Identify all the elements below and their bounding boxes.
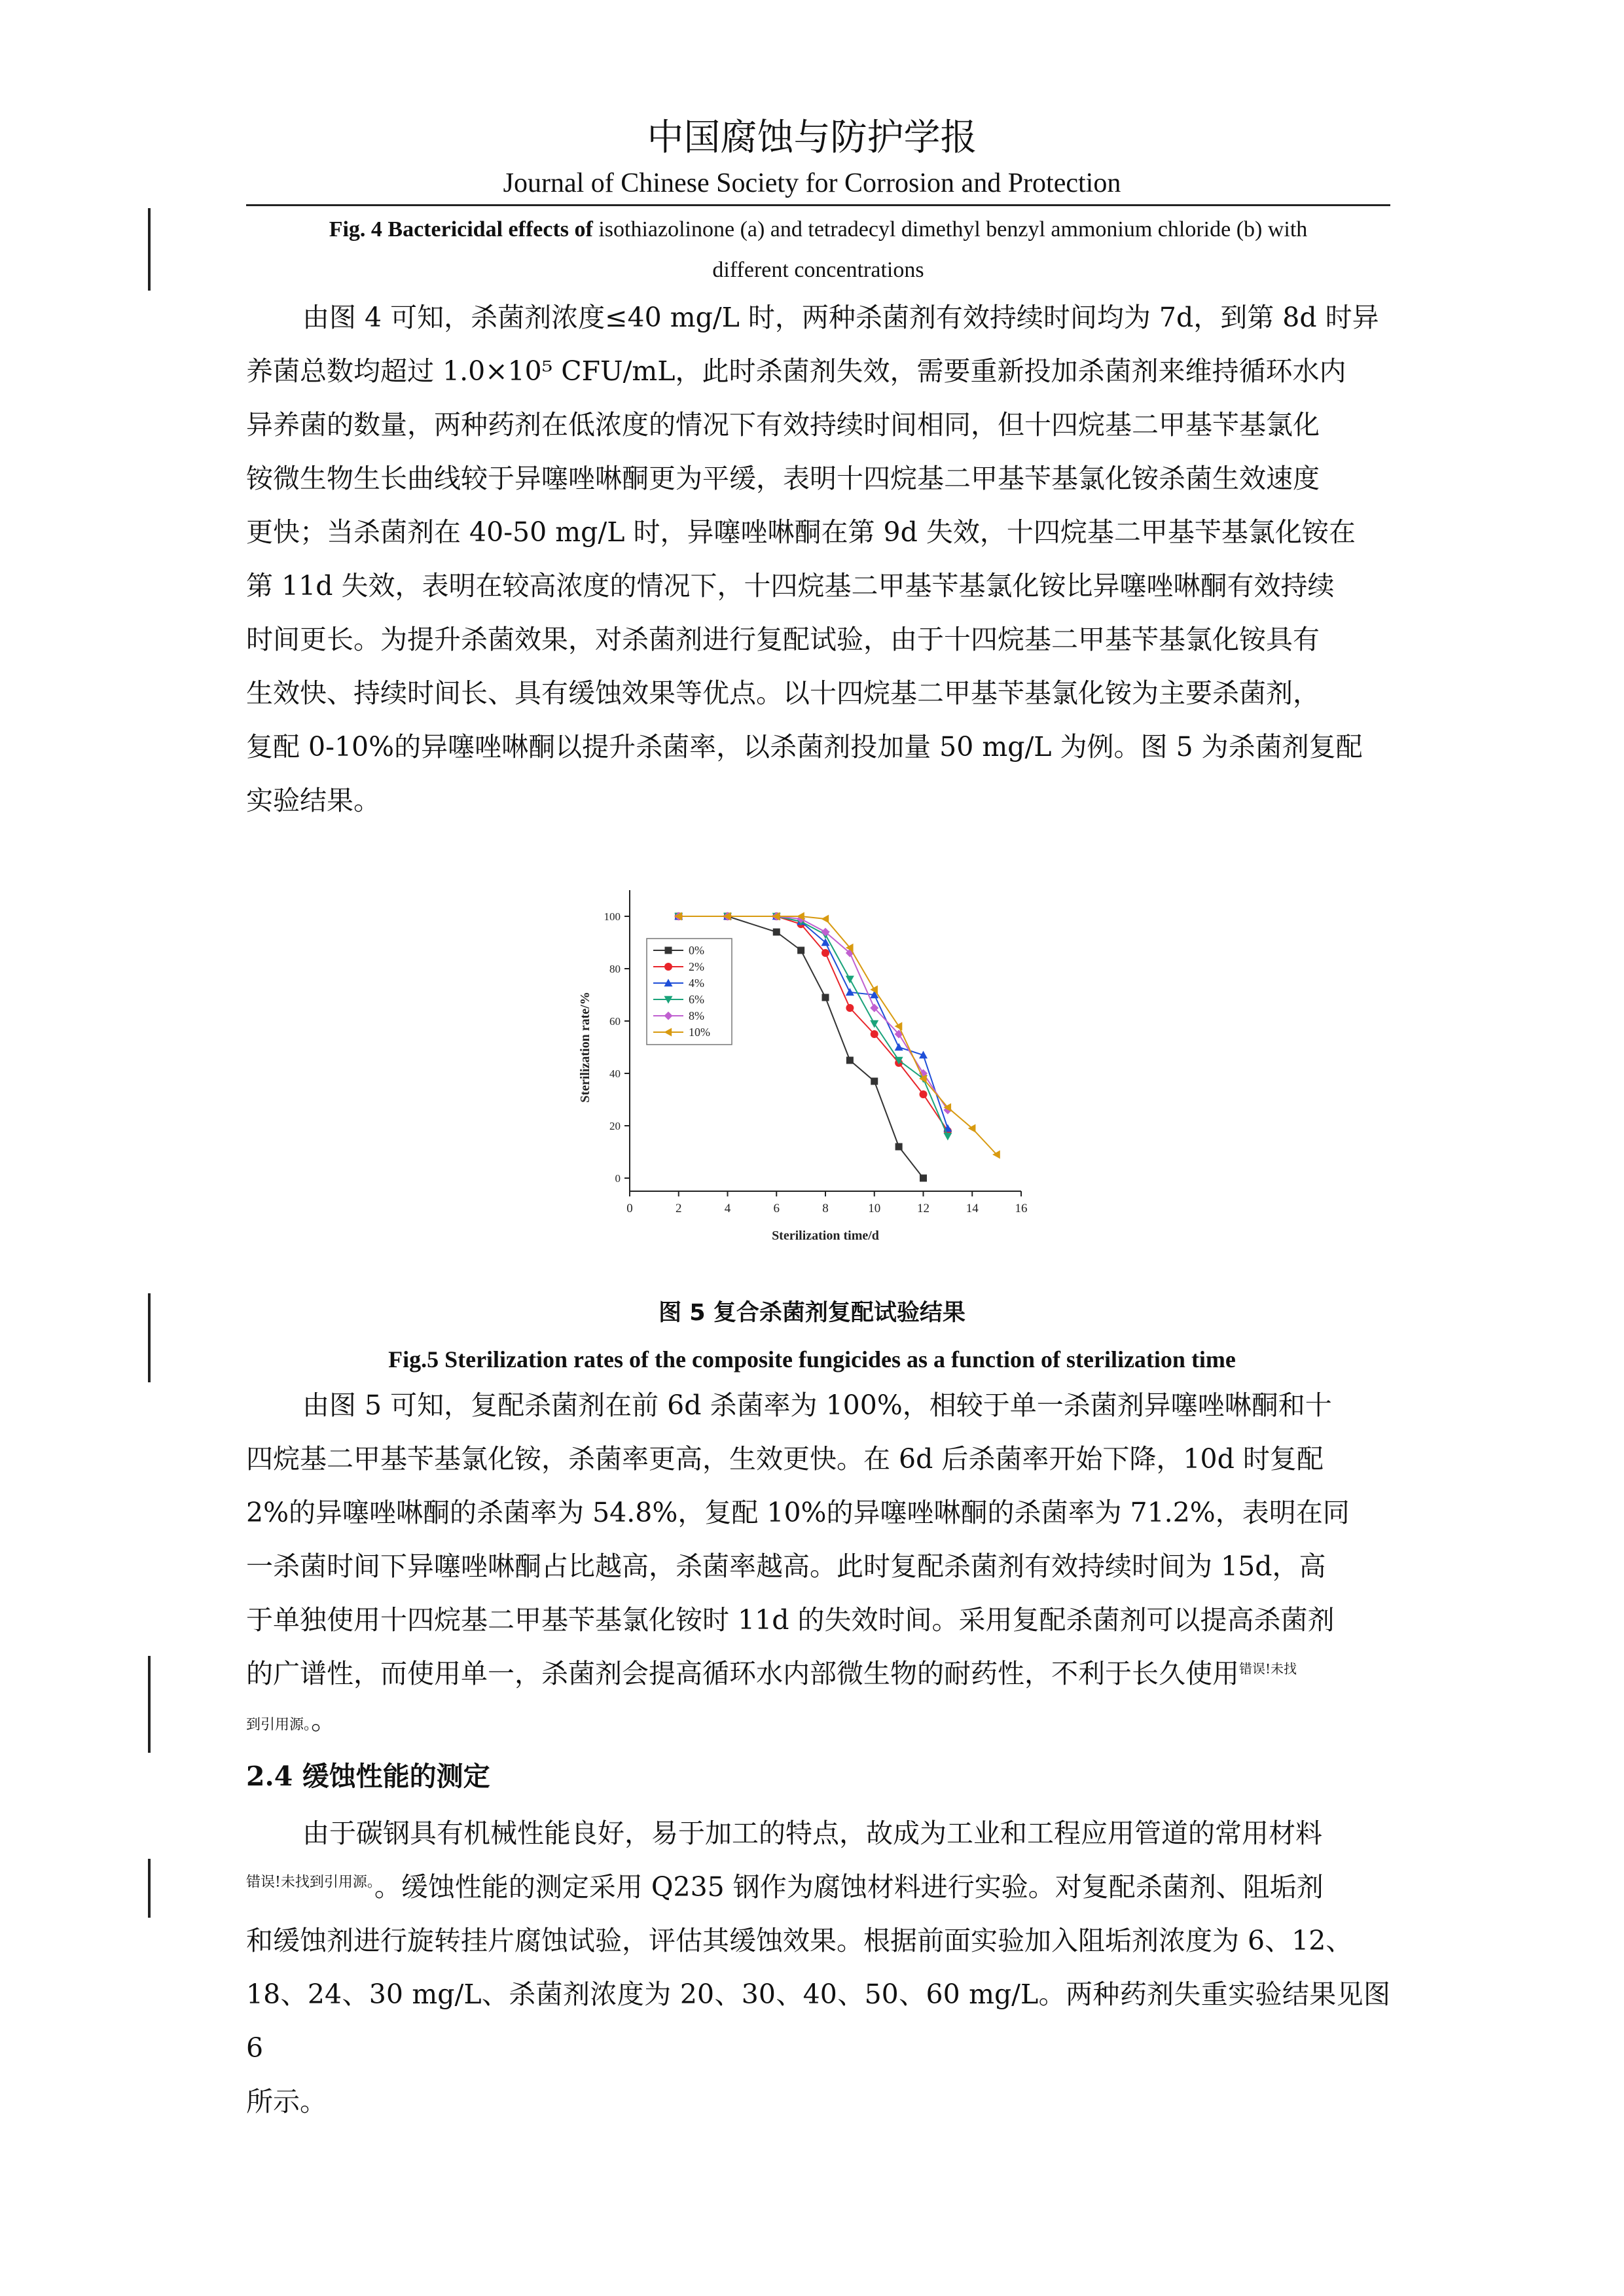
legend-label: 10% (689, 1026, 710, 1039)
legend-marker (665, 947, 672, 954)
paragraph-line: 由图 5 可知，复配杀菌剂在前 6d 杀菌率为 100%，相较于单一杀菌剂异噻唑啉酮和十 (302, 1390, 1332, 1421)
paragraph-line: 第 11d 失效，表明在较高浓度的情况下，十四烷基二甲基苄基氯化铵比异噻唑啉酮有效持续 (246, 570, 1335, 601)
series-line (679, 916, 948, 1136)
paragraph-line: 四烷基二甲基苄基氯化铵，杀菌率更高，生效更快。在 6d 后杀菌率开始下降，10d 时复配 (246, 1443, 1324, 1475)
series-line (679, 916, 948, 1131)
series-line (679, 916, 924, 1178)
y-tick-label: 60 (609, 1015, 621, 1028)
paragraph-line: 18、24、30 mg/L、杀菌剂浓度为 20、30、40、50、60 mg/L。两种药剂失重实验结果见图 6 (246, 1979, 1390, 2064)
paragraph-line: 的广谱性，而使用单一，杀菌剂会提高循环水内部微生物的耐药性，不利于长久使用 (246, 1658, 1239, 1689)
y-tick-label: 40 (609, 1067, 621, 1080)
x-tick-label: 0 (626, 1202, 633, 1215)
x-tick-label: 4 (724, 1202, 731, 1215)
paragraph-line: 养菌总数均超过 1.0×10⁵ CFU/mL，此时杀菌剂失效，需要重新投加杀菌剂来维持循环水内 (246, 355, 1346, 387)
paragraph-line: 一杀菌时间下异噻唑啉酮占比越高，杀菌率越高。此时复配杀菌剂有效持续时间为 15d，高 (246, 1551, 1326, 1582)
legend-marker (664, 963, 672, 971)
fig5-caption-cn: 图 5 复合杀菌剂复配试验结果 (659, 1300, 965, 1326)
data-point (797, 947, 804, 954)
fig4-caption-label: Fig. 4 Bactericidal effects of (329, 217, 593, 242)
data-point (821, 949, 829, 957)
data-point (895, 1043, 903, 1051)
paragraph-line: 生效快、持续时间长、具有缓蚀效果等优点。以十四烷基二甲基苄基氯化铵为主要杀菌剂， (246, 677, 1320, 709)
paragraph-line: 异养菌的数量，两种药剂在低浓度的情况下有效持续时间相同，但十四烷基二甲基苄基氯化 (246, 409, 1320, 440)
journal-title-cn: 中国腐蚀与防护学报 (647, 117, 977, 159)
y-tick-label: 20 (609, 1120, 621, 1132)
data-point (773, 929, 780, 936)
x-tick-label: 2 (676, 1202, 682, 1215)
legend-label: 8% (689, 1009, 704, 1022)
legend-label: 0% (689, 944, 704, 957)
x-tick-label: 12 (917, 1202, 929, 1215)
legend-marker (664, 1012, 673, 1020)
series-line (679, 916, 997, 1155)
paragraph-line: 。缓蚀性能的测定采用 Q235 钢作为腐蚀材料进行实验。对复配杀菌剂、阻垢剂 (374, 1871, 1324, 1903)
data-point (895, 1143, 903, 1151)
data-point (821, 915, 829, 924)
paragraph-line: 2%的异噻唑啉酮的杀菌率为 54.8%，复配 10%的异噻唑啉酮的杀菌率为 71.2%，表明在同 (246, 1497, 1350, 1528)
data-point (846, 976, 854, 984)
reference-error: 到引用源。 (246, 1717, 312, 1733)
data-point (846, 1004, 854, 1012)
data-point (943, 1133, 952, 1141)
margin-change-bar (148, 1859, 151, 1918)
x-axis-label: Sterilization time/d (772, 1229, 879, 1243)
data-point (895, 1022, 903, 1031)
fig5-line-chart (569, 877, 1047, 1276)
paragraph-line: 更快；当杀菌剂在 40-50 mg/L 时，异噻唑啉酮在第 9d 失效，十四烷基二甲基苄基氯化铵在 (246, 516, 1356, 548)
data-point (870, 1020, 878, 1028)
legend-label: 6% (689, 993, 704, 1006)
legend-label: 2% (689, 960, 704, 973)
series-line (679, 916, 948, 1110)
reference-error: 错误!未找 (1239, 1660, 1297, 1677)
paragraph-line: 所示。 (246, 2086, 327, 2117)
data-point (871, 1078, 878, 1085)
journal-title-en: Journal of Chinese Society for Corrosion and Protection (503, 168, 1121, 198)
section-heading: 2.4 缓蚀性能的测定 (246, 1761, 490, 1792)
y-axis-label: Sterilization rate/% (578, 992, 592, 1103)
legend-marker (664, 1028, 672, 1037)
paragraph-line: 和缓蚀剂进行旋转挂片腐蚀试验，评估其缓蚀效果。根据前面实验加入阻垢剂浓度为 6、12、 (246, 1925, 1353, 1956)
data-point (846, 988, 854, 996)
y-tick-label: 0 (615, 1172, 621, 1185)
paragraph-1 (246, 291, 1390, 827)
data-point (871, 1030, 878, 1038)
x-tick-label: 8 (822, 1202, 829, 1215)
paragraph-line: 由图 4 可知，杀菌剂浓度≤40 mg/L 时，两种杀菌剂有效持续时间均为 7d，到第 8d 时异 (302, 302, 1379, 333)
legend-label: 4% (689, 977, 704, 990)
paragraph-line: 复配 0-10%的异噻唑啉酮以提升杀菌率，以杀菌剂投加量 50 mg/L 为例。图 5 为杀菌剂复配 (246, 731, 1363, 762)
paragraph-line: 于单独使用十四烷基二甲基苄基氯化铵时 11d 的失效时间。采用复配杀菌剂可以提高杀菌剂 (246, 1604, 1335, 1636)
data-point (920, 1175, 927, 1182)
paragraph-line: 时间更长。为提升杀菌效果，对杀菌剂进行复配试验，由于十四烷基二甲基苄基氯化铵具有 (246, 624, 1320, 655)
y-tick-label: 100 (604, 910, 621, 923)
fig4-caption (246, 209, 1390, 291)
paragraph-2 (246, 1378, 1390, 1745)
x-tick-label: 10 (868, 1202, 881, 1215)
margin-change-bar (148, 1656, 151, 1753)
fig5-caption-en: Fig.5 Sterilization rates of the composite fungicides as a function of sterilization time (388, 1346, 1236, 1372)
series-line (679, 916, 948, 1128)
data-point (846, 1057, 854, 1064)
x-tick-label: 6 (773, 1202, 780, 1215)
paragraph-end: 。 (311, 1704, 338, 1736)
y-tick-label: 80 (609, 963, 621, 975)
paragraph-line: 由于碳钢具有机械性能良好，易于加工的特点，故成为工业和工程应用管道的常用材料 (302, 1818, 1322, 1849)
paragraph-line: 实验结果。 (246, 785, 380, 816)
data-point (920, 1090, 928, 1098)
x-tick-label: 16 (1015, 1202, 1028, 1215)
margin-change-bar (148, 208, 151, 291)
fig4-caption-text: isothiazolinone (a) and tetradecyl dimethyl benzyl ammonium chloride (b) with (592, 217, 1308, 242)
data-point (822, 994, 829, 1001)
reference-error: 错误!未找到引用源。 (246, 1874, 374, 1891)
header-rule (246, 204, 1390, 206)
fig4-caption-line2: different concentrations (712, 258, 924, 282)
paragraph-3 (246, 1806, 1390, 2128)
paragraph-line: 铵微生物生长曲线较于异噻唑啉酮更为平缓，表明十四烷基二甲基苄基氯化铵杀菌生效速度 (246, 463, 1320, 494)
x-tick-label: 14 (965, 1202, 979, 1215)
